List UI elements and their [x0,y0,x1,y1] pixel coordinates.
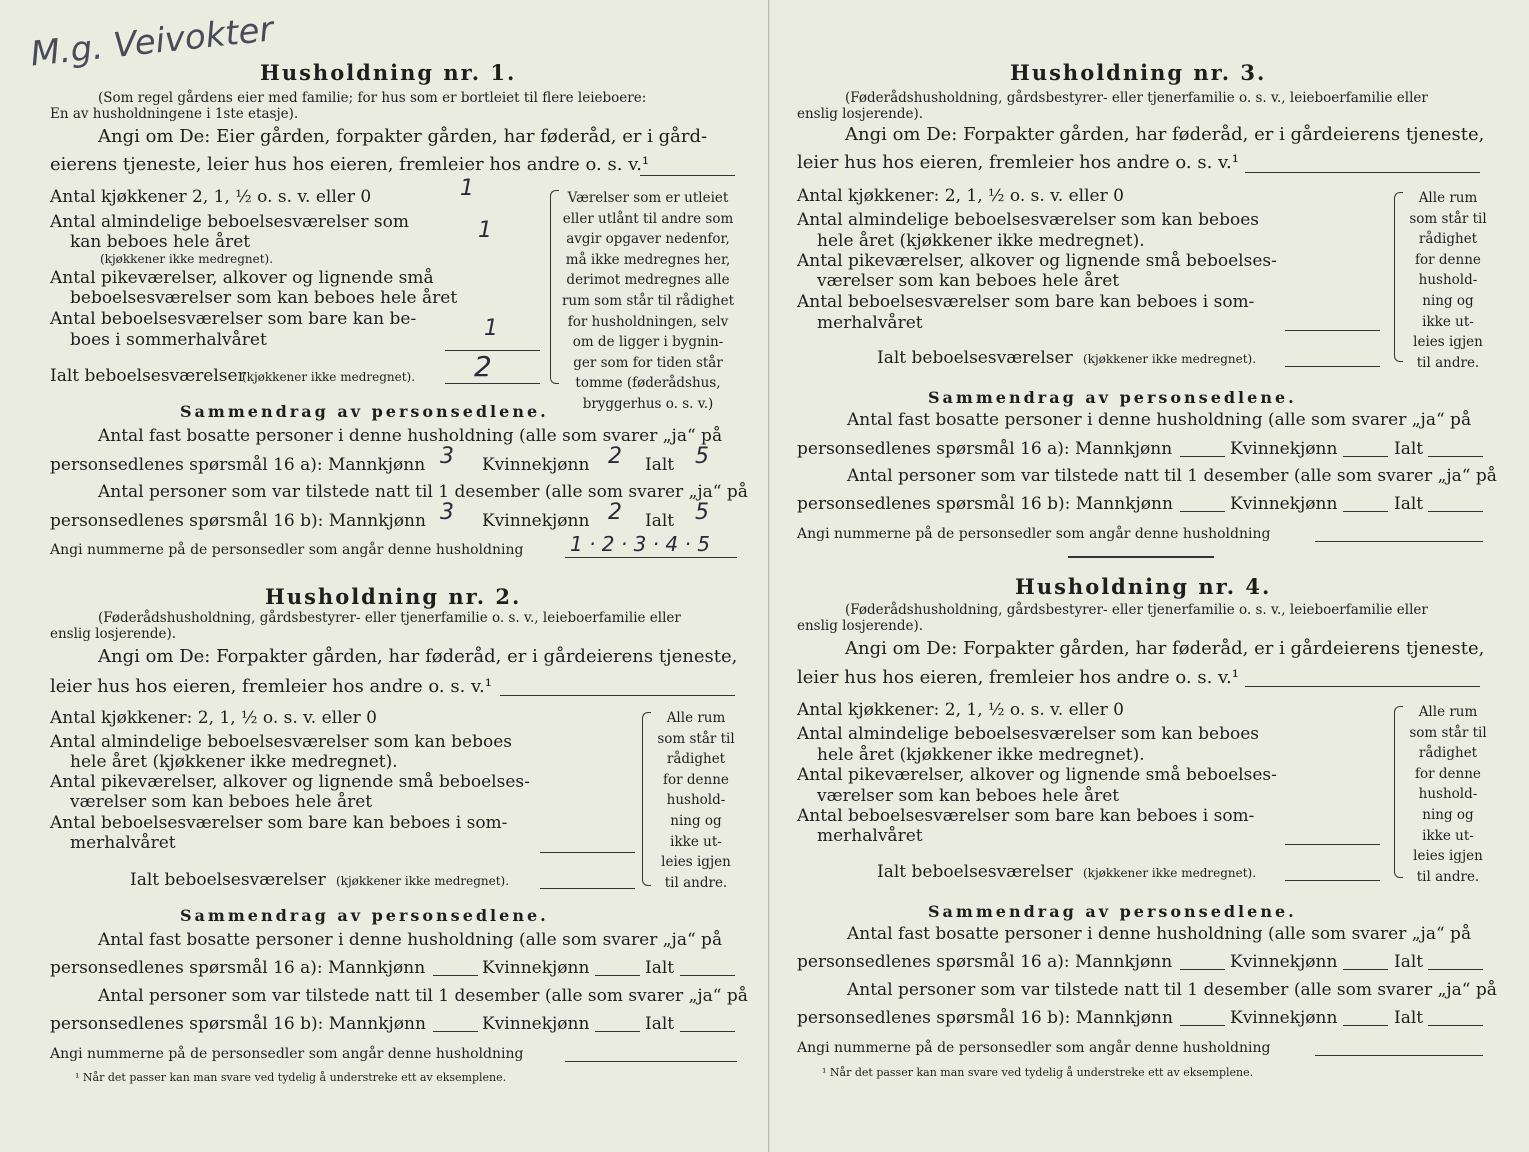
side-note-line: Værelser som er utleiet [567,190,729,206]
household-3-alm-2: hele året (kjøkkener ikke medregnet). [817,231,1145,251]
household-3-pike-1: Antal pikeværelser, alkover og lignende små beboelses- [797,251,1277,271]
household-1-angi-2: eierens tjeneste, leier hus hos eieren, fremleier hos andre o. s. v.¹ [50,154,650,175]
footnote-right: ¹ Når det passer kan man svare ved tydelig å understreke ett av eksemplene. [822,1066,1254,1079]
household-1-s4: personsedlenes spørsmål 16 b): Mannkjønn [50,511,426,531]
side-note-line: for denne [663,771,729,788]
household-4-pike-2: værelser som kan beboes hele året [817,786,1120,806]
household-2-summary-title: Sammendrag av personsedlene. [180,906,549,925]
hw-nums: 1 · 2 · 3 · 4 · 5 [570,532,710,556]
side-note-line: rådighet [1418,231,1478,248]
hw-i1: 5 [695,444,709,469]
household-2-kvinne-2: Kvinnekjønn [482,1014,590,1034]
side-note-line: leies igjen [661,854,731,871]
side-note-line: som står til [1409,210,1487,227]
household-4-alm-2: hele året (kjøkkener ikke medregnet). [817,745,1145,765]
household-4-title: Husholdning nr. 4. [1015,574,1272,599]
household-3-side-note [1402,188,1494,373]
side-note-line: til andre. [1416,868,1480,885]
household-1-s1: Antal fast bosatte personer i denne husholdning (alle som svarer „ja“ på [98,426,723,446]
household-2-somm-1: Antal beboelsesværelser som bare kan beboes i som- [50,813,508,833]
hw-somm: 1 [484,316,498,341]
household-3-alm-1: Antal almindelige beboelsesværelser som kan beboes [797,210,1259,230]
side-note-line: tomme (føderådshus, [575,375,721,392]
household-1-kvinne-1: Kvinnekjønn [482,455,590,475]
household-4-s3: Antal personer som var tilstede natt til 1 desember (alle som svarer „ja“ på [847,980,1497,1000]
household-3-ialt-note: (kjøkkener ikke medregnet). [1083,352,1257,366]
household-2-ialt: Ialt beboelsesværelser [130,870,326,890]
household-3-angi-1: Angi om De: Forpakter gården, har føderåd, er i gårdeierens tjeneste, [845,124,1485,145]
household-3-angi-num: Angi nummerne på de personsedler som angår denne husholdning [797,526,1271,542]
hw-k2: 2 [608,500,622,525]
household-1-note-2: En av husholdningene i 1ste etasje). [50,106,299,122]
hw-i2: 5 [695,500,709,525]
household-3-note-2: enslig losjerende). [797,106,924,122]
household-3-s3: Antal personer som var tilstede natt til 1 desember (alle som svarer „ja“ på [847,466,1497,486]
household-2-ialt-2: Ialt [645,1014,675,1034]
hw-kjokkener: 1 [460,176,474,201]
side-note-line: som står til [657,730,735,747]
household-3-title: Husholdning nr. 3. [1010,60,1267,85]
household-4-ialt-note: (kjøkkener ikke medregnet). [1083,866,1257,880]
footnote-left: ¹ Når det passer kan man svare ved tydelig å understreke ett av eksemplene. [75,1071,507,1084]
household-1-angi-1: Angi om De: Eier gården, forpakter gården, har føderåd, er i gård- [98,126,708,147]
side-note-line: ikke ut- [1422,313,1474,330]
separator [1068,556,1214,558]
household-1-pike-2: beboelsesværelser som kan beboes hele året [70,288,458,308]
household-4-ialt: Ialt beboelsesværelser [877,862,1073,882]
household-3-kjokkener: Antal kjøkkener: 2, 1, ½ o. s. v. eller 0 [797,186,1124,206]
household-2-s1: Antal fast bosatte personer i denne husholdning (alle som svarer „ja“ på [98,930,723,950]
household-2-somm-2: merhalvåret [70,833,176,853]
household-4-ialt-1: Ialt [1394,952,1424,972]
household-4-angi-1: Angi om De: Forpakter gården, har føderåd, er i gårdeierens tjeneste, [845,638,1485,659]
side-note-line: ikke ut- [1422,827,1474,844]
hw-ialt: 2 [474,350,492,383]
side-note-line: som står til [1409,724,1487,741]
side-note-line: Alle rum [1418,190,1478,206]
household-3-summary-title: Sammendrag av personsedlene. [928,388,1297,407]
side-note-line: må ikke medregnes her, [565,251,731,268]
household-3-ialt: Ialt beboelsesværelser [877,348,1073,368]
side-note-line: ikke ut- [670,833,722,850]
household-2-alm-1: Antal almindelige beboelsesværelser som kan beboes [50,732,512,752]
hw-k1: 2 [608,444,622,469]
household-2-ialt-note: (kjøkkener ikke medregnet). [336,874,510,888]
side-note-line: ger som for tiden står [573,354,723,371]
household-2-angi-num: Angi nummerne på de personsedler som angår denne husholdning [50,1046,524,1062]
household-2-angi-1: Angi om De: Forpakter gården, har føderåd, er i gårdeierens tjeneste, [98,646,738,667]
household-2-title: Husholdning nr. 2. [265,584,522,609]
household-3-angi-2: leier hus hos eieren, fremleier hos andre o. s. v.¹ [797,152,1239,173]
side-note-line: bryggerhus o. s. v.) [582,395,714,412]
household-2-ialt-1: Ialt [645,958,675,978]
household-1-pike-1: Antal pikeværelser, alkover og lignende små [50,268,434,288]
household-1-alm-2: kan beboes hele året [70,232,251,252]
household-1-title: Husholdning nr. 1. [260,60,517,85]
side-note-line: rådighet [1418,745,1478,762]
household-4-kvinne-1: Kvinnekjønn [1230,952,1338,972]
household-1-s2: personsedlenes spørsmål 16 a): Mannkjønn [50,455,426,475]
household-3-ialt-1: Ialt [1394,439,1424,459]
household-2-s4: personsedlenes spørsmål 16 b): Mannkjønn [50,1014,426,1034]
household-4-alm-1: Antal almindelige beboelsesværelser som kan beboes [797,724,1259,744]
household-3-somm-1: Antal beboelsesværelser som bare kan beboes i som- [797,292,1255,312]
household-2-angi-2: leier hus hos eieren, fremleier hos andre o. s. v.¹ [50,676,492,697]
side-note-line: derimot medregnes alle [566,272,730,289]
household-4-note-2: enslig losjerende). [797,618,924,634]
household-1-alm-1: Antal almindelige beboelsesværelser som [50,212,409,232]
handwritten-header: M.g. Veivokter [28,9,276,75]
household-2-pike-2: værelser som kan beboes hele året [70,792,373,812]
side-note-line: avgir opgaver nedenfor, [566,231,730,248]
household-1-note-1: (Som regel gårdens eier med familie; for hus som er bortleiet til flere leieboere: [98,90,647,106]
household-2-kvinne-1: Kvinnekjønn [482,958,590,978]
side-note-line: Alle rum [1418,704,1478,720]
side-note-line: ning og [1422,806,1474,823]
household-1-s3: Antal personer som var tilstede natt til 1 desember (alle som svarer „ja“ på [98,482,748,502]
household-1-ialt-1: Ialt [645,455,675,475]
household-2-alm-2: hele året (kjøkkener ikke medregnet). [70,752,398,772]
hw-m2: 3 [440,500,454,525]
side-note-line: om de ligger i bygnin- [572,334,724,351]
household-4-somm-2: merhalvåret [817,826,923,846]
side-note-line: hushold- [1418,272,1478,289]
household-4-kvinne-2: Kvinnekjønn [1230,1008,1338,1028]
household-1-side-note [558,188,738,415]
side-note-line: leies igjen [1413,334,1483,351]
household-4-s4: personsedlenes spørsmål 16 b): Mannkjønn [797,1008,1173,1028]
household-4-angi-num: Angi nummerne på de personsedler som angår denne husholdning [797,1040,1271,1056]
side-note-line: for denne [1415,251,1481,268]
household-2-kjokkener: Antal kjøkkener: 2, 1, ½ o. s. v. eller 0 [50,708,377,728]
household-2-note-2: enslig losjerende). [50,626,177,642]
side-note-line: rum som står til rådighet [561,292,735,309]
household-1-somm-1: Antal beboelsesværelser som bare kan be- [50,309,417,329]
side-note-line: til andre. [664,874,728,891]
household-1-alm-3: (kjøkkener ikke medregnet). [100,252,274,266]
side-note-line: for husholdningen, selv [567,313,729,330]
household-1-kjokkener: Antal kjøkkener 2, 1, ½ o. s. v. eller 0 [50,187,372,207]
household-1-angi-num: Angi nummerne på de personsedler som angår denne husholdning [50,542,524,558]
hw-m1: 3 [440,444,454,469]
side-note-line: eller utlånt til andre som [562,210,734,227]
household-3-s2: personsedlenes spørsmål 16 a): Mannkjønn [797,439,1173,459]
household-4-note-1: (Føderådshusholdning, gårdsbestyrer- eller tjenerfamilie o. s. v., leieboerfamilie eller [845,602,1428,618]
household-3-ialt-2: Ialt [1394,494,1424,514]
side-note-line: til andre. [1416,354,1480,371]
side-note-line: for denne [1415,765,1481,782]
household-3-somm-2: merhalvåret [817,313,923,333]
hw-alm: 1 [478,218,492,243]
household-2-note-1: (Føderådshusholdning, gårdsbestyrer- eller tjenerfamilie o. s. v., leieboerfamilie eller [98,610,681,626]
side-note-line: hushold- [666,792,726,809]
household-4-s2: personsedlenes spørsmål 16 a): Mannkjønn [797,952,1173,972]
side-note-line: rådighet [666,751,726,768]
household-4-angi-2: leier hus hos eieren, fremleier hos andre o. s. v.¹ [797,667,1239,688]
side-note-line: leies igjen [1413,848,1483,865]
household-1-somm-2: boes i sommerhalvåret [70,330,267,350]
household-3-note-1: (Føderådshusholdning, gårdsbestyrer- eller tjenerfamilie o. s. v., leieboerfamilie eller [845,90,1428,106]
household-4-s1: Antal fast bosatte personer i denne husholdning (alle som svarer „ja“ på [847,924,1472,944]
household-2-pike-1: Antal pikeværelser, alkover og lignende små beboelses- [50,772,530,792]
household-3-kvinne-1: Kvinnekjønn [1230,439,1338,459]
household-4-pike-1: Antal pikeværelser, alkover og lignende små beboelses- [797,765,1277,785]
household-4-side-note [1402,702,1494,887]
side-note-line: hushold- [1418,786,1478,803]
right-page [770,0,1529,1152]
household-2-side-note [650,708,742,893]
household-4-ialt-2: Ialt [1394,1008,1424,1028]
household-2-s3: Antal personer som var tilstede natt til 1 desember (alle som svarer „ja“ på [98,986,748,1006]
household-1-ialt-note: (kjøkkener ikke medregnet). [242,370,416,384]
household-3-s1: Antal fast bosatte personer i denne husholdning (alle som svarer „ja“ på [847,410,1472,430]
household-4-summary-title: Sammendrag av personsedlene. [928,902,1297,921]
household-1-ialt: Ialt beboelsesværelser [50,366,246,386]
household-4-somm-1: Antal beboelsesværelser som bare kan beboes i som- [797,806,1255,826]
household-3-s4: personsedlenes spørsmål 16 b): Mannkjønn [797,494,1173,514]
side-note-line: ning og [670,812,722,829]
household-4-kjokkener: Antal kjøkkener: 2, 1, ½ o. s. v. eller 0 [797,700,1124,720]
side-note-line: Alle rum [666,710,726,726]
household-1-kvinne-2: Kvinnekjønn [482,511,590,531]
household-3-pike-2: værelser som kan beboes hele året [817,271,1120,291]
side-note-line: ning og [1422,292,1474,309]
household-1-ialt-2: Ialt [645,511,675,531]
household-2-s2: personsedlenes spørsmål 16 a): Mannkjønn [50,958,426,978]
household-1-summary-title: Sammendrag av personsedlene. [180,402,549,421]
household-3-kvinne-2: Kvinnekjønn [1230,494,1338,514]
